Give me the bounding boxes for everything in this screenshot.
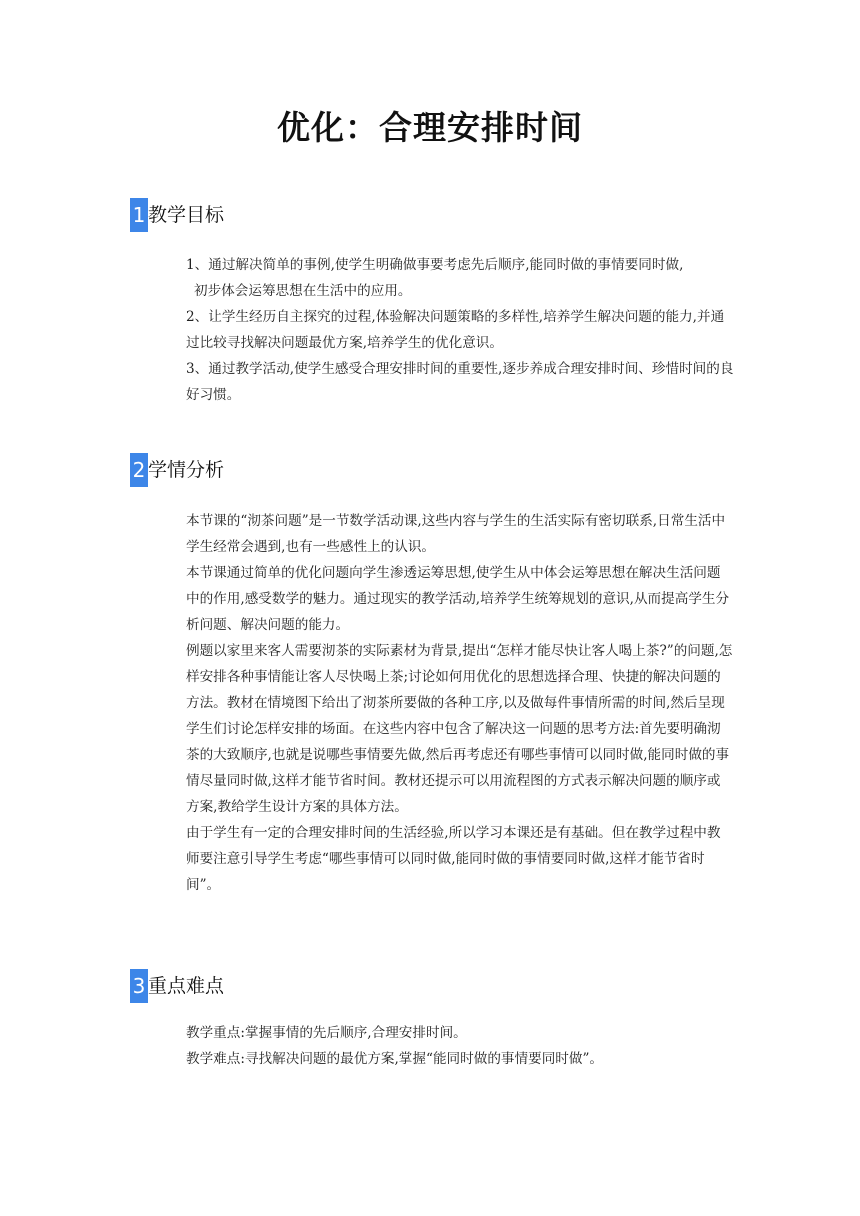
section-heading-objectives — [130, 199, 224, 231]
section-body-key-points — [186, 1020, 734, 1072]
paragraph: 本节课的“沏茶问题”是一节数学活动课,这些内容与学生的生活实际有密切联系,日常生活中学生经常会遇到,也有一些感性上的认识。 — [186, 513, 726, 555]
section-title: 重点难点 — [148, 975, 225, 997]
paragraph: 教学难点:寻找解决问题的最优方案,掌握“能同时做的事情要同时做”。 — [186, 1051, 604, 1067]
paragraph: 教学重点:掌握事情的先后顺序,合理安排时间。 — [186, 1025, 467, 1041]
section-body-objectives — [186, 252, 734, 408]
paragraph: 初步体会运筹思想在生活中的应用。 — [194, 283, 412, 299]
paragraph: 3、通过教学活动,使学生感受合理安排时间的重要性,逐步养成合理安排时间、珍惜时间的良好习惯。 — [186, 361, 734, 403]
paragraph: 本节课通过简单的优化问题向学生渗透运筹思想,使学生从中体会运筹思想在解决生活问题中的作用,感受数学的魅力。通过现实的教学活动,培养学生统筹规划的意识,从而提高学生分析问题、解决问题的能力。 — [186, 565, 730, 633]
section-number-badge: 3 — [130, 969, 148, 1003]
paragraph: 例题以家里来客人需要沏茶的实际素材为背景,提出“怎样才能尽快让客人喝上茶?”的问题,怎样安排各种事情能让客人尽快喝上茶;讨论如何用优化的思想选择合理、快捷的解决问题的方法。教材在情境图下给出了沏茶所要做的各种工序,以及做每件事情所需的时间,然后呈现学生们讨论怎样安排的场面。在这些内容中包含了解决这一问题的思考方法:首先要明确沏茶的大致顺序,也就是说哪些事情要先做,然后再考虑还有哪些事情可以同时做,能同时做的事情尽量同时做,这样才能节省时间。教材还提示可以用流程图的方式表示解决问题的顺序或方案,教给学生设计方案的具体方法。 — [186, 643, 733, 815]
paragraph: 2、让学生经历自主探究的过程,体验解决问题策略的多样性,培养学生解决问题的能力,并通过比较寻找解决问题最优方案,培养学生的优化意识。 — [186, 309, 725, 351]
page-title: 优化：合理安排时间 — [277, 108, 583, 147]
section-number-badge: 1 — [130, 198, 148, 232]
section-title: 教学目标 — [148, 204, 225, 226]
section-body-analysis — [186, 508, 734, 898]
section-title: 学情分析 — [148, 459, 225, 481]
section-heading-key-points — [130, 970, 224, 1002]
section-heading-analysis — [130, 454, 224, 486]
paragraph: 1、通过解决简单的事例,使学生明确做事要考虑先后顺序,能同时做的事情要同时做, — [186, 257, 684, 273]
paragraph: 由于学生有一定的合理安排时间的生活经验,所以学习本课还是有基础。但在教学过程中教师要注意引导学生考虑“哪些事情可以同时做,能同时做的事情要同时做,这样才能节省时间”。 — [186, 825, 721, 893]
section-number-badge: 2 — [130, 453, 148, 487]
